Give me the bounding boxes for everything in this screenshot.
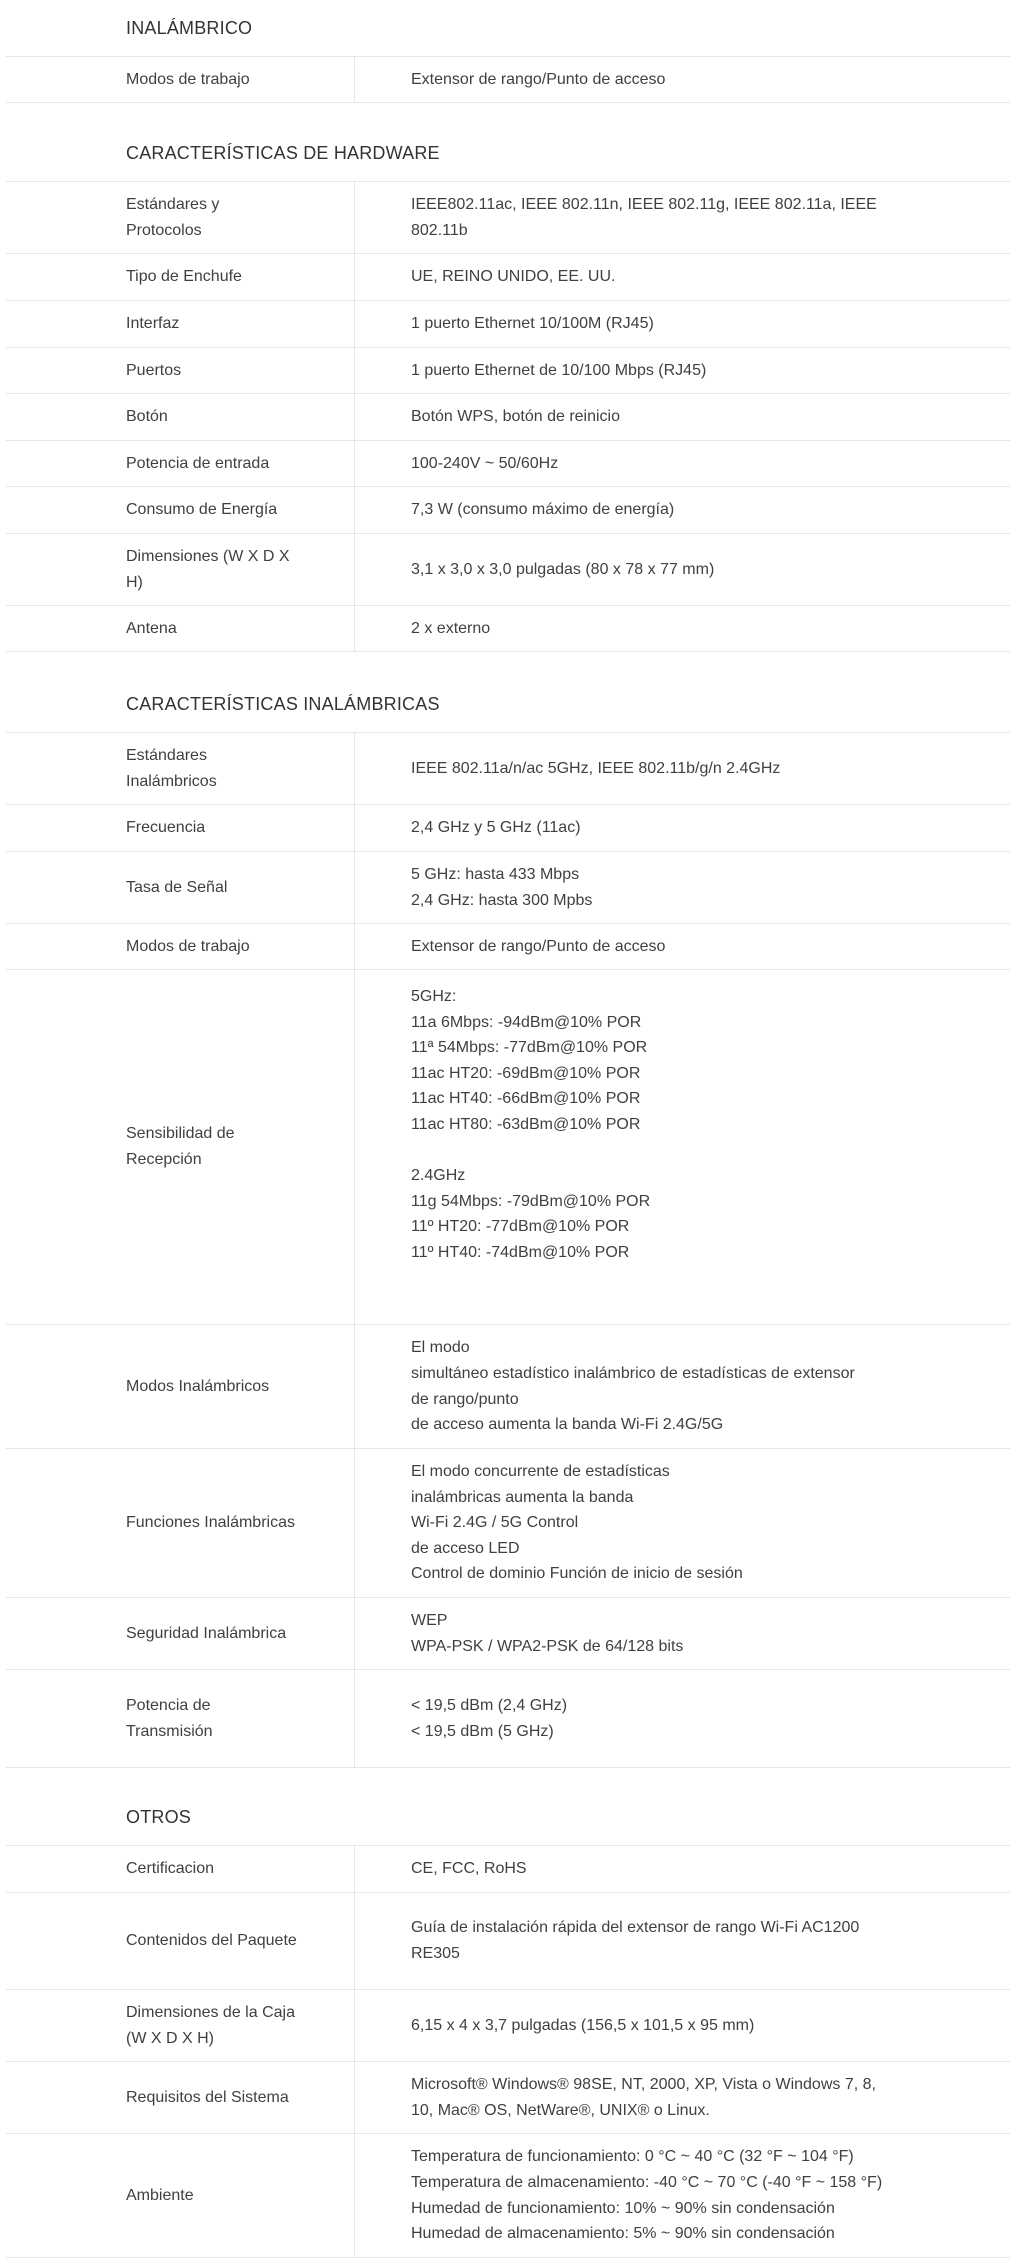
spec-value: El modo simultáneo estadístico inalámbrico de estadísticas de extensor de rango/punto de acceso aumenta la banda Wi-Fi 2.4G/5G — [411, 1339, 855, 1434]
spec-value-cell — [355, 852, 1010, 923]
spec-value-cell — [355, 182, 1010, 253]
spec-label-cell — [6, 534, 355, 605]
spec-label-cell — [6, 852, 355, 923]
spec-label: Antena — [126, 619, 177, 637]
spec-label-cell — [6, 182, 355, 253]
spec-label-cell — [6, 254, 355, 300]
spec-row — [6, 1893, 1010, 1990]
spec-value-cell — [355, 394, 1010, 440]
spec-label-cell — [6, 924, 355, 969]
spec-label-cell — [6, 1449, 355, 1597]
spec-label: Seguridad Inalámbrica — [126, 1624, 287, 1642]
spec-value: 1 puerto Ethernet 10/100M (RJ45) — [411, 315, 654, 333]
spec-value: Extensor de rango/Punto de acceso — [411, 937, 666, 955]
spec-label: Sensibilidad de Recepción — [126, 1125, 235, 1168]
spec-value: Temperatura de funcionamiento: 0 °C ~ 40 °C (32 °F ~ 104 °F) Temperatura de almacenamiento: -40 °C ~ 70 °C (-40 °F ~ 158 °F) Humedad de funcionamiento: 10% ~ 90% sin condensación Humedad de almacenamiento: 5% ~ 90% sin condensación — [411, 2148, 883, 2243]
spec-row — [6, 970, 1010, 1325]
spec-label-cell — [6, 487, 355, 533]
spec-value: < 19,5 dBm (2,4 GHz) < 19,5 dBm (5 GHz) — [411, 1696, 568, 1740]
spec-row — [6, 57, 1010, 103]
spec-value: 6,15 x 4 x 3,7 pulgadas (156,5 x 101,5 x 95 mm) — [411, 2016, 755, 2034]
spec-value: 100-240V ~ 50/60Hz — [411, 454, 559, 472]
spec-value-cell — [355, 2062, 1010, 2133]
spec-label-cell — [6, 1846, 355, 1892]
spec-value-cell — [355, 1670, 1010, 1767]
spec-label: Interfaz — [126, 315, 180, 333]
spec-value: IEEE 802.11a/n/ac 5GHz, IEEE 802.11b/g/n 2.4GHz — [411, 759, 781, 777]
spec-row — [6, 606, 1010, 652]
spec-value-cell — [355, 733, 1010, 804]
spec-value-cell — [355, 805, 1010, 851]
spec-label: Dimensiones de la Caja (W X D X H) — [126, 2003, 295, 2047]
spec-label-cell — [6, 348, 355, 393]
spec-row — [6, 487, 1010, 534]
spec-value-cell — [355, 1325, 1010, 1448]
spec-value-cell — [355, 1598, 1010, 1669]
spec-row — [6, 1846, 1010, 1893]
spec-label: Puertos — [126, 361, 182, 379]
spec-label-cell — [6, 606, 355, 651]
spec-value-cell — [355, 1449, 1010, 1597]
section-title: OTROS — [126, 1807, 192, 1827]
spec-value: Botón WPS, botón de reinicio — [411, 408, 621, 426]
spec-label-cell — [6, 1598, 355, 1669]
spec-value: 1 puerto Ethernet de 10/100 Mbps (RJ45) — [411, 361, 707, 379]
spec-value-cell — [355, 487, 1010, 533]
spec-value-cell — [355, 301, 1010, 347]
spec-row — [6, 2062, 1010, 2134]
spec-table — [6, 732, 1010, 1768]
spec-value-cell — [355, 534, 1010, 605]
spec-row — [6, 852, 1010, 924]
spec-value-cell — [355, 2134, 1010, 2257]
spec-row — [6, 1598, 1010, 1670]
spec-value-cell — [355, 254, 1010, 300]
spec-value: Extensor de rango/Punto de acceso — [411, 70, 666, 88]
spec-row — [6, 254, 1010, 301]
spec-value: WEP WPA-PSK / WPA2-PSK de 64/128 bits — [411, 1611, 684, 1655]
spec-value: El modo concurrente de estadísticas inalámbricas aumenta la banda Wi-Fi 2.4G / 5G Control de acceso LED Control de dominio Función de inicio de sesión — [411, 1463, 743, 1583]
spec-label: Modos de trabajo — [126, 70, 250, 88]
spec-row — [6, 534, 1010, 606]
spec-value: Microsoft® Windows® 98SE, NT, 2000, XP, Vista o Windows 7, 8, 10, Mac® OS, NetWare®, UNIX® o Linux. — [411, 2075, 876, 2119]
spec-row — [6, 2134, 1010, 2258]
spec-label: Dimensiones (W X D X H) — [126, 547, 290, 591]
spec-value-cell — [355, 924, 1010, 969]
spec-label: Potencia de Transmisión — [126, 1696, 213, 1740]
spec-label: Modos Inalámbricos — [126, 1377, 270, 1395]
spec-label: Contenidos del Paquete — [126, 1932, 297, 1950]
spec-value: 7,3 W (consumo máximo de energía) — [411, 501, 675, 519]
spec-row — [6, 805, 1010, 852]
spec-label: Botón — [126, 408, 168, 426]
spec-value-cell — [355, 1990, 1010, 2061]
spec-value-cell — [355, 57, 1010, 102]
spec-label: Estándares Inalámbricos — [126, 746, 217, 790]
spec-label-cell — [6, 441, 355, 486]
spec-row — [6, 182, 1010, 254]
spec-value-cell — [355, 441, 1010, 486]
spec-row — [6, 394, 1010, 441]
spec-row — [6, 1670, 1010, 1768]
spec-value-cell — [355, 606, 1010, 651]
spec-label: Tipo de Enchufe — [126, 268, 242, 286]
spec-value: 2,4 GHz y 5 GHz (11ac) — [411, 819, 581, 837]
spec-row — [6, 441, 1010, 487]
spec-label: Ambiente — [126, 2186, 194, 2204]
spec-value-cell — [355, 348, 1010, 393]
spec-value: CE, FCC, RoHS — [411, 1860, 527, 1878]
spec-label: Modos de trabajo — [126, 937, 250, 955]
spec-value: UE, REINO UNIDO, EE. UU. — [411, 268, 616, 286]
spec-label: Requisitos del Sistema — [126, 2088, 289, 2106]
spec-table — [6, 181, 1010, 652]
spec-value: 5GHz: 11a 6Mbps: -94dBm@10% POR 11ª 54Mbps: -77dBm@10% POR 11ac HT20: -69dBm@10% POR 11ac HT40: -66dBm@10% POR 11ac HT80: -63dBm@10% POR 2.4GHz 11g 54Mbps: -79dBm@10% POR 11º HT20: -77dBm@10% POR 11º HT40: -74dBm@10% POR — [411, 988, 651, 1261]
spec-value: 2 x externo — [411, 619, 491, 637]
spec-label-cell — [6, 394, 355, 440]
spec-value-cell — [355, 1846, 1010, 1892]
spec-value: 3,1 x 3,0 x 3,0 pulgadas (80 x 78 x 77 mm) — [411, 560, 715, 578]
section-title: CARACTERÍSTICAS DE HARDWARE — [126, 143, 440, 163]
spec-label-cell — [6, 1670, 355, 1767]
spec-value: IEEE802.11ac, IEEE 802.11n, IEEE 802.11g, IEEE 802.11a, IEEE 802.11b — [411, 195, 877, 239]
spec-label-cell — [6, 2062, 355, 2133]
spec-label-cell — [6, 1893, 355, 1989]
spec-row — [6, 924, 1010, 970]
spec-label: Tasa de Señal — [126, 878, 228, 896]
spec-label-cell — [6, 970, 355, 1324]
spec-row — [6, 1990, 1010, 2062]
spec-label: Frecuencia — [126, 819, 206, 837]
spec-value-cell — [355, 970, 1010, 1324]
spec-label-cell — [6, 1990, 355, 2061]
section-title: INALÁMBRICO — [126, 18, 253, 38]
spec-label: Funciones Inalámbricas — [126, 1514, 295, 1532]
spec-label: Potencia de entrada — [126, 454, 270, 472]
spec-table — [6, 56, 1010, 103]
spec-row — [6, 1325, 1010, 1449]
spec-label-cell — [6, 301, 355, 347]
spec-table — [6, 1845, 1010, 2258]
spec-row — [6, 1449, 1010, 1598]
spec-label-cell — [6, 2134, 355, 2257]
spec-row — [6, 733, 1010, 805]
spec-value: Guía de instalación rápida del extensor de rango Wi-Fi AC1200 RE305 — [411, 1919, 860, 1962]
spec-label-cell — [6, 805, 355, 851]
spec-label-cell — [6, 57, 355, 102]
spec-value: 5 GHz: hasta 433 Mbps 2,4 GHz: hasta 300 Mpbs — [411, 865, 593, 909]
spec-label: Certificacion — [126, 1860, 215, 1878]
spec-label: Consumo de Energía — [126, 501, 278, 519]
spec-label: Estándares y Protocolos — [126, 195, 220, 239]
section-title: CARACTERÍSTICAS INALÁMBRICAS — [126, 694, 440, 714]
spec-value-cell — [355, 1893, 1010, 1989]
spec-label-cell — [6, 1325, 355, 1448]
spec-row — [6, 348, 1010, 394]
spec-label-cell — [6, 733, 355, 804]
spec-row — [6, 301, 1010, 348]
